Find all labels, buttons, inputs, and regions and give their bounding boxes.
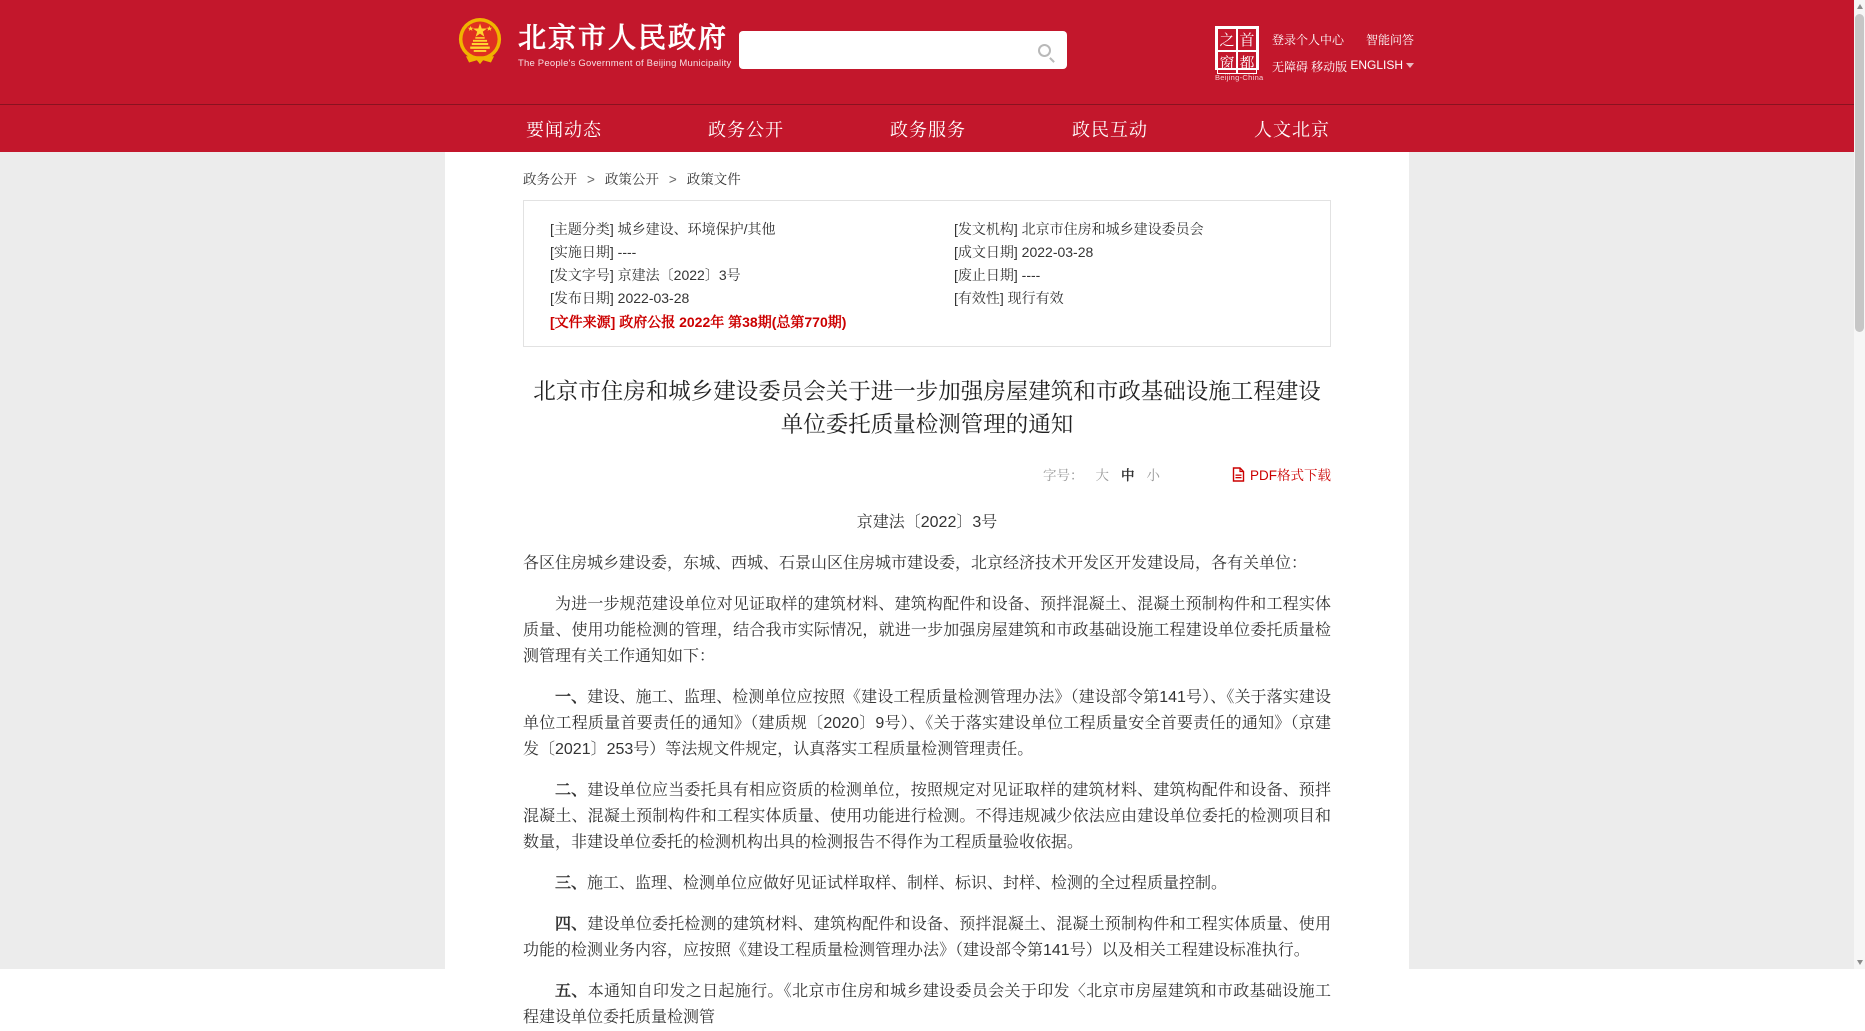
pdf-download-link[interactable] <box>1232 464 1331 484</box>
nav-item-要闻动态[interactable]: 要闻动态 <box>526 120 602 140</box>
seal-caption: Beijing-China <box>1215 73 1264 82</box>
font-size-switcher <box>1043 464 1160 484</box>
meta-right-3-label: [废止日期] <box>954 267 1018 283</box>
seal-char-3: 窗 <box>1217 51 1237 74</box>
seal-char-2: 首 <box>1237 28 1257 51</box>
site-title: 北京市人民政府 <box>518 22 729 53</box>
meta-left-3-label: [发文字号] <box>550 267 614 283</box>
header-link-移动版[interactable]: 移动版 <box>1311 60 1348 74</box>
site-brand[interactable] <box>455 15 731 71</box>
site-subtitle: The People's Government of Beijing Municipality <box>518 58 732 69</box>
paragraph-7: 五、本通知自印发之日起施行。《北京市住房和城乡建设委员会关于印发〈北京市房屋建筑和市政基础设施工程建设单位委托质量检测管 <box>523 983 1331 1026</box>
paragraph-4: 二、建设单位应当委托具有相应资质的检测单位，按照规定对见证取样的建筑材料、建筑构配件和设备、预拌混凝土、混凝土预制构件和工程实体质量、使用功能进行检测。不得违规减少依法应由建设单位委托的检测项目和数量，非建设单位委托的检测机构出具的检测报告不得作为工程质量验收依据。 <box>523 782 1331 851</box>
font-size-option-中[interactable]: 中 <box>1121 468 1135 483</box>
breadcrumb-separator: > <box>587 172 595 187</box>
document-title: 北京市住房和城乡建设委员会关于进一步加强房屋建筑和市政基础设施工程建设单位委托质量检测管理的通知 <box>533 379 1321 437</box>
meta-left-4 <box>550 287 954 310</box>
nav-item-政务公开[interactable]: 政务公开 <box>708 120 784 140</box>
document-body <box>523 551 1331 1031</box>
quick-links-row1 <box>1272 31 1414 48</box>
seal-char-1: 之 <box>1217 28 1237 51</box>
pdf-file-icon <box>1232 467 1245 482</box>
doc-meta-box <box>523 200 1331 347</box>
meta-left-1-label: [主题分类] <box>550 221 614 237</box>
breadcrumb-item-政策文件[interactable]: 政策文件 <box>686 172 741 187</box>
header-link-无障碍[interactable]: 无障碍 <box>1272 60 1309 74</box>
scrollbar-thumb[interactable] <box>1855 14 1864 332</box>
breadcrumb-item-政策公开[interactable]: 政策公开 <box>604 172 659 187</box>
search-input[interactable] <box>739 31 1038 69</box>
article-toolbar <box>523 465 1331 483</box>
breadcrumb <box>523 168 1331 185</box>
content-background <box>0 152 1865 1026</box>
paragraph-3: 一、建设、施工、监理、检测单位应按照《建设工程质量检测管理办法》（建设部令第141号）、《关于落实建设单位工程质量首要责任的通知》（建质规〔2020〕9号）、《关于落实建设单位工程质量安全首要责任的通知》（京建发〔2021〕253号）等法规文件规定，认真落实工程质量检测管理责任。 <box>523 689 1331 758</box>
header-link-智能问答[interactable]: 智能问答 <box>1365 33 1414 47</box>
meta-left-3 <box>550 264 954 287</box>
nav-item-政务服务[interactable]: 政务服务 <box>890 120 966 140</box>
search-icon[interactable] <box>1038 44 1051 57</box>
search-box <box>739 31 1067 69</box>
doc-number: 京建法〔2022〕3号 <box>856 514 998 531</box>
meta-right-2 <box>954 241 1304 264</box>
scroll-up-arrow-icon[interactable] <box>1854 0 1865 12</box>
font-size-option-小[interactable]: 小 <box>1146 468 1160 483</box>
chevron-down-icon <box>1406 63 1414 68</box>
meta-source-label: [文件来源] <box>550 314 616 330</box>
meta-right-1 <box>954 218 1304 241</box>
seal-char-4: 都 <box>1237 51 1257 74</box>
meta-left-2-label: [实施日期] <box>550 244 614 260</box>
meta-source-value: 政府公报 2022年 第38期(总第770期) <box>619 314 847 330</box>
meta-left-2 <box>550 241 954 264</box>
font-size-label: 字号： <box>1043 468 1084 483</box>
meta-left-1-value: 城乡建设、环境保护/其他 <box>617 221 776 237</box>
breadcrumb-item-政务公开[interactable]: 政务公开 <box>523 172 577 187</box>
capital-window-seal[interactable] <box>1215 26 1264 82</box>
meta-right-2-label: [成文日期] <box>954 244 1018 260</box>
header-quick-links <box>1272 31 1414 85</box>
site-title-block <box>518 15 731 69</box>
content-panel <box>445 152 1409 1026</box>
meta-col-left <box>550 218 954 334</box>
meta-right-4 <box>954 287 1304 310</box>
paragraph-1: 各区住房城乡建设委，东城、西城、石景山区住房城市建设委，北京经济技术开发区开发建设局，各有关单位： <box>523 555 1308 572</box>
meta-right-3 <box>954 264 1304 287</box>
meta-left-1 <box>550 218 954 241</box>
meta-right-2-value: 2022-03-28 <box>1021 244 1094 260</box>
quick-links-row2 <box>1272 58 1414 75</box>
font-size-option-大[interactable]: 大 <box>1095 468 1109 483</box>
paragraph-6: 四、建设单位委托检测的建筑材料、建筑构配件和设备、预拌混凝土、混凝土预制构件和工程实体质量、使用功能的检测业务内容，应按照《建设工程质量检测管理办法》（建设部令第141号）以及相关工程建设标准执行。 <box>523 916 1331 959</box>
national-emblem-icon <box>455 15 505 71</box>
header-link-ENGLISH[interactable]: ENGLISH <box>1350 58 1414 75</box>
meta-left-4-value: 2022-03-28 <box>617 290 690 306</box>
meta-right-4-value: 现行有效 <box>1007 290 1064 306</box>
breadcrumb-separator: > <box>668 172 677 187</box>
nav-item-政民互动[interactable]: 政民互动 <box>1072 120 1148 140</box>
meta-right-1-value: 北京市住房和城乡建设委员会 <box>1021 221 1204 237</box>
header-link-登录个人中心[interactable]: 登录个人中心 <box>1272 33 1345 47</box>
seal-grid <box>1215 26 1259 70</box>
meta-col-right <box>954 218 1304 334</box>
main-nav <box>0 104 1865 152</box>
nav-item-人文北京[interactable]: 人文北京 <box>1254 120 1330 140</box>
site-header <box>0 0 1865 104</box>
scrollbar[interactable] <box>1854 0 1865 969</box>
pdf-download-label: PDF格式下载 <box>1250 468 1331 483</box>
meta-right-3-value: ---- <box>1021 267 1041 283</box>
meta-left-2-value: ---- <box>617 244 637 260</box>
paragraph-5: 三、施工、监理、检测单位应做好见证试样取样、制样、标识、封样、检测的全过程质量控制。 <box>555 875 1228 892</box>
paragraph-2: 为进一步规范建设单位对见证取样的建筑材料、建筑构配件和设备、预拌混凝土、混凝土预制构件和工程实体质量、使用功能检测的管理，结合我市实际情况，就进一步加强房屋建筑和市政基础设施工程建设单位委托质量检测管理有关工作通知如下： <box>523 596 1331 665</box>
meta-left-4-label: [发布日期] <box>550 290 614 306</box>
meta-right-1-label: [发文机构] <box>954 221 1018 237</box>
meta-source <box>550 311 954 334</box>
meta-left-3-value: 京建法〔2022〕3号 <box>617 267 741 283</box>
meta-right-4-label: [有效性] <box>954 290 1004 306</box>
nav-row <box>473 105 1383 153</box>
